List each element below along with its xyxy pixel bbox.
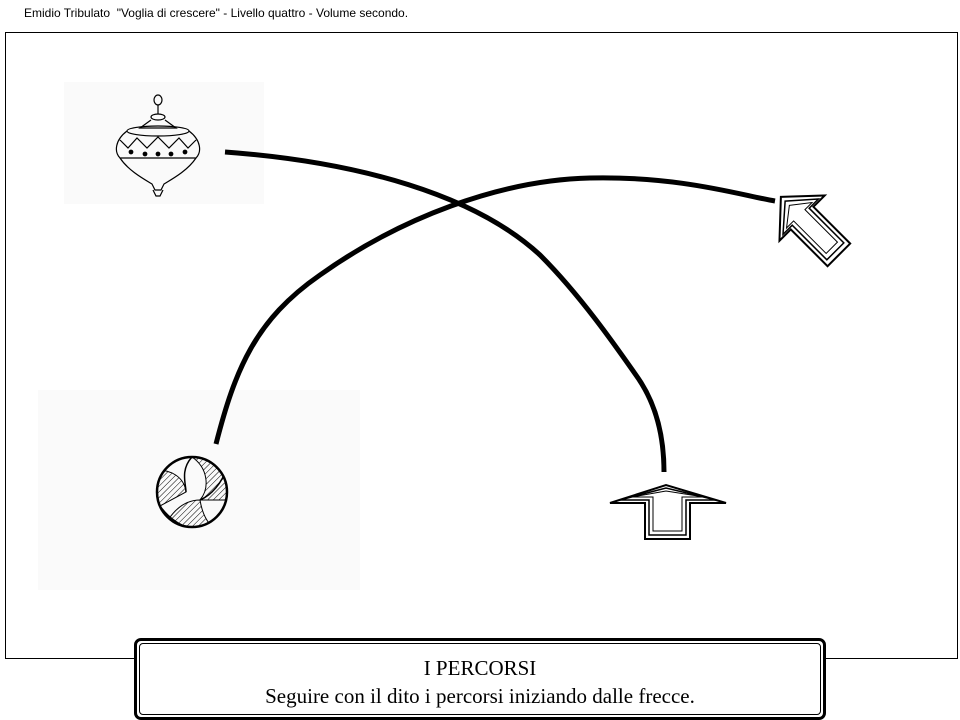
- caption-title: I PERCORSI: [423, 656, 537, 680]
- page-header: Emidio Tribulato "Voglia di crescere" - Livello quattro - Volume secondo.: [24, 6, 409, 20]
- ball-picture-background: [38, 390, 360, 590]
- caption-box: [134, 638, 826, 720]
- caption-inner: [139, 643, 821, 715]
- caption-instruction: Seguire con il dito i percorsi iniziando dalle frecce.: [265, 684, 695, 708]
- diagonal-arrow-icon[interactable]: [758, 174, 861, 277]
- up-arrow-icon[interactable]: [610, 485, 726, 539]
